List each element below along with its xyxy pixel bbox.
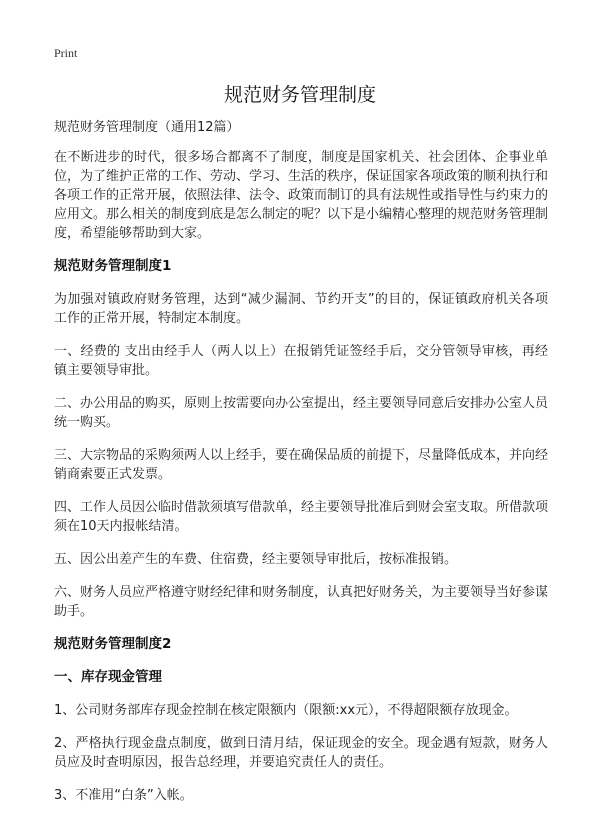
section-1-paragraph: 五、因公出差产生的车费、住宿费，经主要领导审批后，按标准报销。	[54, 552, 458, 567]
section-1-paragraph: 为加强对镇政府财务管理，达到“减少漏洞、节约开支”的目的，保证镇政府机关各项工作的正常开展，特制定本制度。	[54, 292, 548, 326]
document-body	[54, 118, 548, 819]
section-2-paragraph: 3、不准用“白条”入帐。	[54, 788, 193, 803]
intro-paragraph: 在不断进步的时代，很多场合都离不了制度，制度是国家机关、社会团体、企事业单位，为了维护正常的工作、劳动、学习、生活的秩序，保证国家各项政策的顺利执行和各项工作的正常开展，依照法律、法令、政策而制订的具有法规性或指导性与约束力的应用文。那么相关的制度到底是怎么制定的呢？以下是小编精心整理的规范财务管理制度，希望能够帮助到大家。	[54, 150, 549, 241]
section-1-paragraph: 四、工作人员因公临时借款须填写借款单，经主要领导批准后到财会室支取。所借款项须在10天内报帐结清。	[54, 500, 549, 534]
section-1-paragraph: 三、大宗物品的采购须两人以上经手，要在确保品质的前提下，尽量降低成本，并向经销商索要正式发票。	[54, 448, 549, 482]
section-1-paragraph: 二、办公用品的购买，原则上按需要向办公室提出，经主要领导同意后安排办公室人员统一购买。	[54, 396, 549, 430]
section-2-paragraph: 2、严格执行现金盘点制度，做到日清月结，保证现金的安全。现金遇有短款，财务人员应及时查明原因，报告总经理，并要追究责任人的责任。	[54, 736, 548, 770]
document-subtitle: 规范财务管理制度（通用12篇）	[54, 120, 240, 135]
document-title: 规范财务管理制度	[223, 84, 376, 106]
section-1-paragraph: 六、财务人员应严格遵守财经纪律和财务制度，认真把好财务关，为主要领导当好参谋助手。	[54, 585, 549, 619]
section-2-heading: 规范财务管理制度2	[54, 636, 172, 652]
section-2-paragraph: 1、公司财务部库存现金控制在核定限额内（限额:xx元），不得超限额存放现金。	[54, 703, 518, 718]
section-2-subheading: 一、库存现金管理	[54, 669, 162, 685]
section-1-heading: 规范财务管理制度1	[54, 258, 172, 274]
print-label: Print	[54, 46, 78, 60]
section-1-paragraph: 一、经费的 支出由经手人（两人以上）在报销凭证签经手后，交分管领导审核，再经镇主要领导审批。	[54, 344, 548, 378]
